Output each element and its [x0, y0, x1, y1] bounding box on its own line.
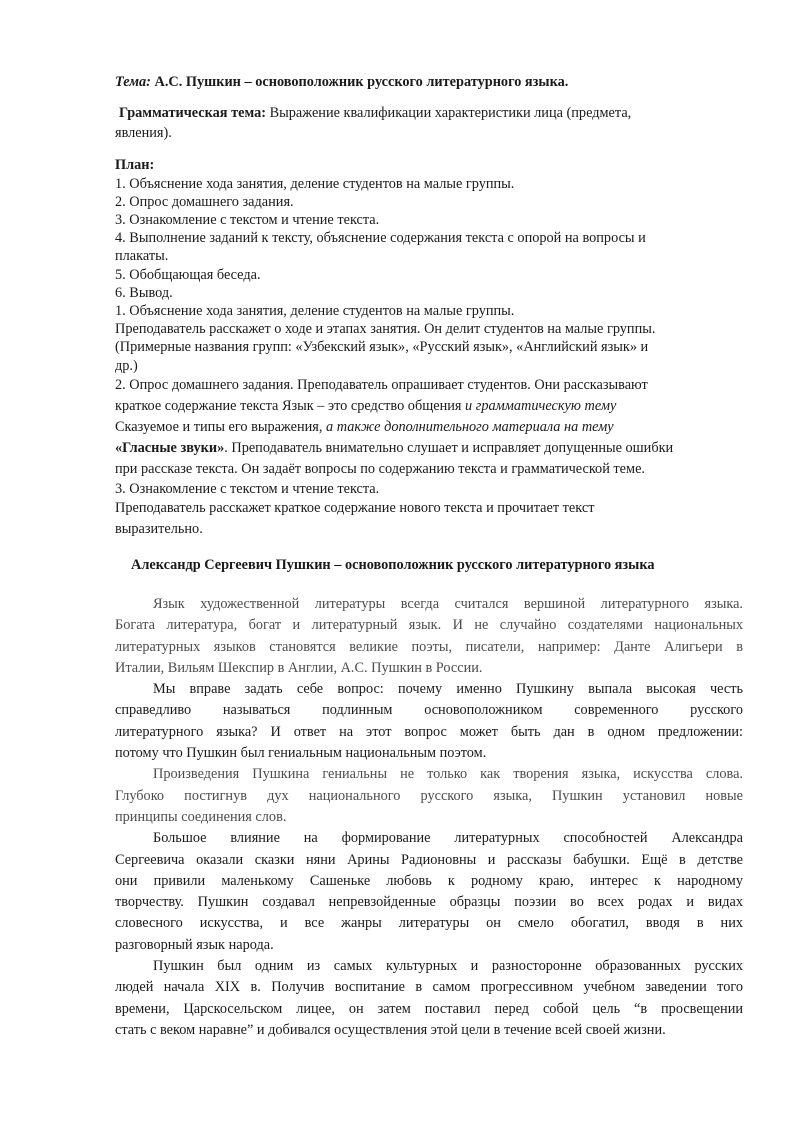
step2-line: 2. Опрос домашнего задания. Преподаватель опрашивает студентов. Они рассказывают: [115, 376, 648, 393]
step2-text: . Преподаватель внимательно слушает и исправляет допущенные ошибки: [224, 439, 674, 456]
paragraph-5: [115, 956, 743, 1041]
step3-line: выразительно.: [115, 521, 203, 538]
plan-line: др.): [115, 357, 138, 374]
paragraph-line: справедливо называться подлинным основоположником современного русского: [115, 702, 743, 719]
paragraph-line: разговорный язык народа.: [115, 936, 274, 953]
paragraph-line: Сергеевича оказали сказки няни Арины Радионовны и рассказы бабушки. Ещё в детстве: [115, 851, 743, 868]
step2-block: [115, 375, 743, 480]
plan-line: плакаты.: [115, 248, 169, 265]
paragraph-line: Богата литература, богат и литературный язык. И не случайно создателями национальных: [115, 617, 743, 634]
paragraph-line: людей начала XIX в. Получив воспитание в самом прогрессивном учебном заведении того: [115, 979, 743, 996]
paragraph-line: Глубоко постигнув дух национального русского языка, Пушкин установил новые: [115, 787, 743, 804]
plan-line: 4. Выполнение заданий к тексту, объяснение содержания текста с опорой на вопросы и: [115, 230, 646, 247]
plan-line: 5. Обобщающая беседа.: [115, 266, 261, 283]
plan-line: Преподаватель расскажет о ходе и этапах занятия. Он делит студентов на малые группы.: [115, 321, 656, 338]
step3-line: Преподаватель расскажет краткое содержание нового текста и прочитает текст: [115, 500, 595, 517]
grammar-topic-line: [115, 104, 743, 122]
plan-line: (Примерные названия групп: «Узбекский язык», «Русский язык», «Английский язык» и: [115, 339, 649, 356]
step2-italic: а также дополнительного материала на тему: [326, 418, 614, 435]
paragraph-line: Мы вправе задать себе вопрос: почему именно Пушкину выпала высокая честь: [153, 681, 743, 698]
article-body: [115, 594, 743, 1041]
paragraph-line: принципы соединения слов.: [115, 808, 287, 825]
paragraph-4: [115, 828, 743, 956]
paragraph-line: времени, Царскосельском лицее, он затем поставил перед собой цель “в просвещении: [115, 1000, 743, 1017]
plan-line: 1. Объяснение хода занятия, деление студентов на малые группы.: [115, 303, 515, 320]
paragraph-1: [115, 594, 743, 679]
topic-text: А.С. Пушкин – основоположник русского литературного языка.: [154, 74, 569, 90]
step2-text: краткое содержание текста Язык – это средство общения: [115, 397, 466, 414]
grammar-text: Выражение квалификации характеристики лица (предмета,: [269, 105, 632, 122]
paragraph-line: они привили маленькому Сашеньке любовь к родному краю, интерес к народному: [115, 872, 743, 889]
step2-text: Сказуемое и типы его выражения,: [115, 418, 326, 435]
plan-title: План:: [115, 157, 155, 174]
paragraph-line: Язык художественной литературы всегда считался вершиной литературного языка.: [153, 596, 743, 612]
topic-label: Тема:: [115, 74, 151, 90]
paragraph-line: стать с веком наравне” и добивался осуществления этой цели в течение всей своей жизни.: [115, 1021, 666, 1038]
lesson-plan-section: [115, 73, 743, 540]
paragraph-line: творчеству. Пушкин создавал непревзойденные образцы поэзии во всех родах и видах: [115, 894, 743, 911]
step2-line: [115, 396, 743, 417]
grammar-label: Грамматическая тема:: [119, 105, 267, 122]
grammar-text-cont: явления).: [115, 124, 172, 141]
paragraph-2: [115, 679, 743, 764]
paragraph-3: [115, 764, 743, 828]
plan-line: 6. Вывод.: [115, 284, 173, 301]
paragraph-line: литературного языка? И ответ на этот вопрос может быть дан в одном предложении:: [115, 723, 743, 740]
paragraph-line: литературных языков становятся великие поэты, писатели, например: Данте Алигьери в: [115, 638, 743, 655]
paragraph-line: Произведения Пушкина гениальны не только как творения языка, искусства слова.: [153, 766, 743, 783]
plan-line: 1. Объяснение хода занятия, деление студентов на малые группы.: [115, 175, 515, 192]
plan-line: 3. Ознакомление с текстом и чтение текста.: [115, 212, 380, 229]
article-heading: Александр Сергеевич Пушкин – основоположник русского литературного языка: [131, 557, 655, 573]
step2-line: при рассказе текста. Он задаёт вопросы по содержанию текста и грамматической теме.: [115, 460, 645, 477]
step2-line: [115, 438, 743, 459]
paragraph-line: Италии, Вильям Шекспир в Англии, А.С. Пушкин в России.: [115, 659, 483, 676]
paragraph-line: словесного искусства, и все жанры литературы он смело обогатил, вводя в них: [115, 915, 743, 932]
paragraph-line: Большое влияние на формирование литературных способностей Александра: [153, 830, 743, 847]
step2-italic: и грамматическую тему: [465, 397, 617, 414]
step3-block: [115, 480, 743, 540]
topic-line: [115, 73, 743, 91]
plan-list: [115, 175, 743, 375]
plan-line: 2. Опрос домашнего задания.: [115, 193, 294, 210]
step2-line: [115, 417, 743, 438]
paragraph-line: Пушкин был одним из самых культурных и разносторонне образованных русских: [153, 958, 743, 975]
step2-bold: «Гласные звуки»: [115, 439, 225, 456]
paragraph-line: потому что Пушкин был гениальным национальным поэтом.: [115, 745, 487, 762]
step3-line: 3. Ознакомление с текстом и чтение текста.: [115, 480, 380, 497]
